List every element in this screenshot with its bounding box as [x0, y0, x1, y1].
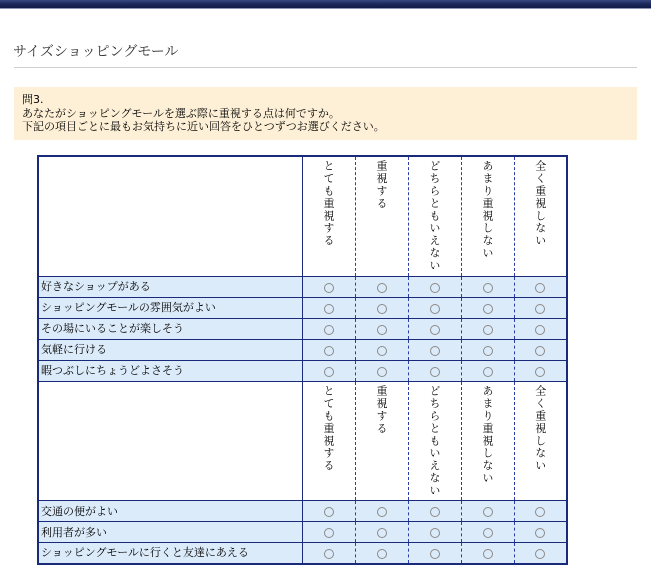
- radio-important[interactable]: [377, 549, 387, 559]
- option-cell: [408, 543, 461, 564]
- header-blank-cell: [38, 156, 302, 276]
- row-label: 交通の便がよい: [38, 501, 302, 522]
- question-number: 問3.: [22, 93, 44, 106]
- option-cell: [302, 543, 355, 564]
- scale-header-cell: [408, 156, 461, 276]
- option-cell: [514, 339, 567, 360]
- option-cell: [461, 543, 514, 564]
- header-blank-cell: [38, 381, 302, 501]
- radio-important[interactable]: [377, 346, 387, 356]
- question-row: [38, 543, 567, 564]
- radio-not-important-at-all[interactable]: [535, 283, 545, 293]
- question-row: [38, 522, 567, 543]
- option-cell: [461, 339, 514, 360]
- radio-not-very-important[interactable]: [483, 528, 493, 538]
- question-instruction: 下記の項目ごとに最もお気持ちに近い回答をひとつずつお選びください。: [22, 120, 385, 133]
- row-label: ショッピングモールの雰囲気がよい: [38, 297, 302, 318]
- radio-not-important-at-all[interactable]: [535, 507, 545, 517]
- radio-important[interactable]: [377, 325, 387, 335]
- scale-label-neutral: どちらともいえない: [428, 384, 441, 497]
- scale-label-neutral: どちらともいえない: [428, 160, 441, 272]
- scale-header-row: [38, 381, 567, 501]
- radio-very-important[interactable]: [324, 367, 334, 377]
- option-cell: [461, 360, 514, 381]
- scale-header-cell: [302, 381, 355, 501]
- scale-header-cell: [514, 156, 567, 276]
- question-row: [38, 297, 567, 318]
- scale-label-not-very-important: あまり重視しない: [481, 384, 494, 484]
- scale-header-cell: [408, 381, 461, 501]
- scale-label-not-important-at-all: 全く重視しない: [533, 384, 547, 472]
- radio-not-important-at-all[interactable]: [535, 367, 545, 377]
- radio-not-very-important[interactable]: [483, 507, 493, 517]
- scale-label-not-important-at-all: 全く重視しない: [533, 160, 547, 247]
- question-row: [38, 276, 567, 297]
- scale-header-row: [38, 156, 567, 276]
- option-cell: [355, 522, 408, 543]
- option-cell: [302, 297, 355, 318]
- scale-label-important: 重視する: [375, 160, 388, 210]
- option-cell: [355, 297, 408, 318]
- radio-not-very-important[interactable]: [483, 367, 493, 377]
- option-cell: [355, 318, 408, 339]
- radio-very-important[interactable]: [324, 528, 334, 538]
- scale-header-cell: [461, 156, 514, 276]
- radio-not-very-important[interactable]: [483, 283, 493, 293]
- option-cell: [302, 501, 355, 522]
- scale-header-cell: [514, 381, 567, 501]
- option-cell: [302, 339, 355, 360]
- option-cell: [355, 339, 408, 360]
- radio-important[interactable]: [377, 283, 387, 293]
- radio-neutral[interactable]: [430, 367, 440, 377]
- row-label: 利用者が多い: [38, 522, 302, 543]
- radio-not-important-at-all[interactable]: [535, 528, 545, 538]
- radio-important[interactable]: [377, 507, 387, 517]
- scale-label-very-important: とても重視する: [322, 384, 335, 472]
- option-cell: [514, 360, 567, 381]
- radio-neutral[interactable]: [430, 528, 440, 538]
- radio-important[interactable]: [377, 304, 387, 314]
- option-cell: [408, 339, 461, 360]
- radio-very-important[interactable]: [324, 507, 334, 517]
- radio-very-important[interactable]: [324, 325, 334, 335]
- row-label: 暇つぶしにちょうどよさそう: [38, 360, 302, 381]
- radio-neutral[interactable]: [430, 507, 440, 517]
- radio-neutral[interactable]: [430, 346, 440, 356]
- matrix-question-table: [37, 155, 568, 565]
- scale-header-cell: [355, 381, 408, 501]
- radio-not-very-important[interactable]: [483, 346, 493, 356]
- question-row: [38, 318, 567, 339]
- option-cell: [408, 318, 461, 339]
- option-cell: [302, 276, 355, 297]
- radio-very-important[interactable]: [324, 283, 334, 293]
- radio-very-important[interactable]: [324, 549, 334, 559]
- option-cell: [355, 276, 408, 297]
- scale-label-important: 重視する: [375, 384, 388, 435]
- option-cell: [408, 522, 461, 543]
- radio-not-very-important[interactable]: [483, 304, 493, 314]
- option-cell: [408, 501, 461, 522]
- option-cell: [461, 501, 514, 522]
- radio-not-important-at-all[interactable]: [535, 346, 545, 356]
- scale-header-cell: [461, 381, 514, 501]
- question-text: あなたがショッピングモールを選ぶ際に重視する点は何ですか。: [22, 106, 340, 120]
- question-box: [14, 87, 637, 140]
- option-cell: [408, 276, 461, 297]
- question-row: [38, 501, 567, 522]
- option-cell: [408, 297, 461, 318]
- option-cell: [514, 318, 567, 339]
- option-cell: [355, 501, 408, 522]
- title-divider: [14, 67, 637, 68]
- radio-neutral[interactable]: [430, 304, 440, 314]
- radio-neutral[interactable]: [430, 325, 440, 335]
- option-cell: [514, 501, 567, 522]
- option-cell: [302, 318, 355, 339]
- scale-header-cell: [355, 156, 408, 276]
- row-label: ショッピングモールに行くと友達にあえる: [38, 543, 302, 564]
- option-cell: [514, 522, 567, 543]
- question-row: [38, 360, 567, 381]
- radio-very-important[interactable]: [324, 304, 334, 314]
- option-cell: [461, 297, 514, 318]
- option-cell: [302, 360, 355, 381]
- option-cell: [514, 276, 567, 297]
- radio-neutral[interactable]: [430, 283, 440, 293]
- scale-header-cell: [302, 156, 355, 276]
- scale-label-very-important: とても重視する: [322, 160, 335, 247]
- radio-not-important-at-all[interactable]: [535, 325, 545, 335]
- radio-not-very-important[interactable]: [483, 325, 493, 335]
- page-title: サイズショッピングモール: [13, 44, 179, 60]
- row-label: 気軽に行ける: [38, 339, 302, 360]
- radio-neutral[interactable]: [430, 549, 440, 559]
- option-cell: [302, 522, 355, 543]
- row-label: 好きなショップがある: [38, 276, 302, 297]
- row-label: その場にいることが楽しそう: [38, 318, 302, 339]
- question-row: [38, 339, 567, 360]
- radio-not-important-at-all[interactable]: [535, 549, 545, 559]
- option-cell: [355, 360, 408, 381]
- option-cell: [355, 543, 408, 564]
- option-cell: [514, 543, 567, 564]
- radio-not-important-at-all[interactable]: [535, 304, 545, 314]
- radio-not-very-important[interactable]: [483, 549, 493, 559]
- option-cell: [408, 360, 461, 381]
- option-cell: [514, 297, 567, 318]
- radio-important[interactable]: [377, 528, 387, 538]
- radio-very-important[interactable]: [324, 346, 334, 356]
- option-cell: [461, 522, 514, 543]
- radio-important[interactable]: [377, 367, 387, 377]
- option-cell: [461, 276, 514, 297]
- scale-label-not-very-important: あまり重視しない: [481, 160, 494, 260]
- option-cell: [461, 318, 514, 339]
- top-header-bar: [0, 0, 651, 9]
